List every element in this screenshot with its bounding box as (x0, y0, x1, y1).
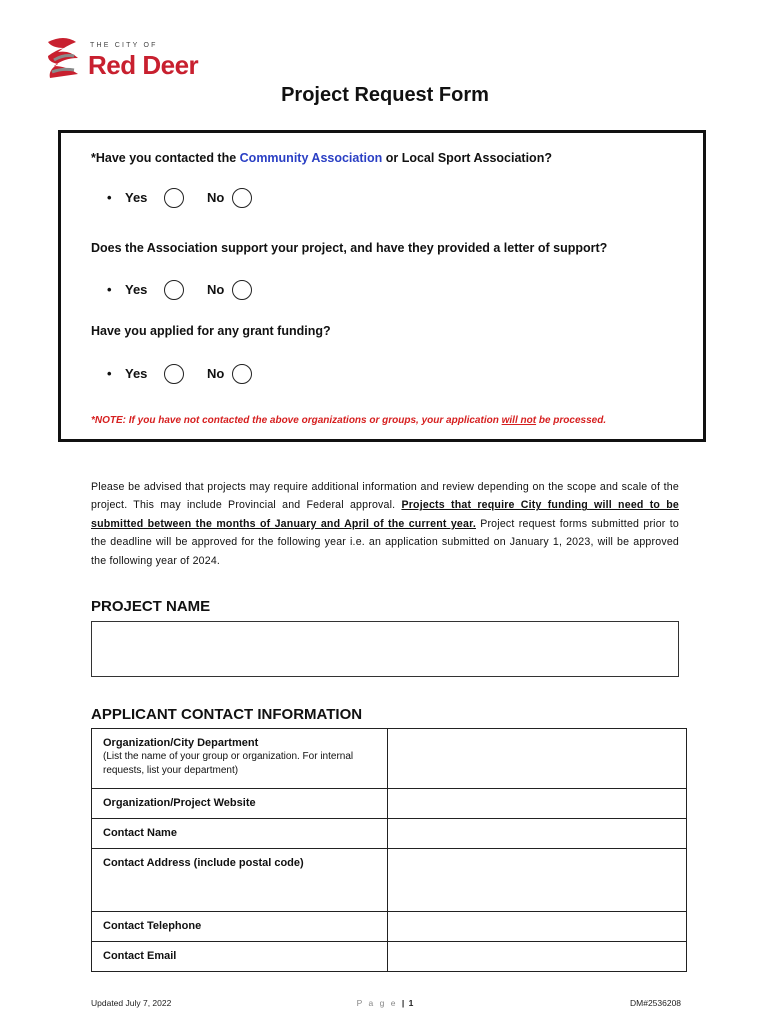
logo-wordmark: Red Deer (88, 50, 199, 80)
no-label: No (207, 366, 225, 381)
project-name-heading: PROJECT NAME (91, 598, 211, 615)
red-deer-logo-icon (44, 36, 82, 80)
table-row (92, 942, 687, 972)
funding-notice (91, 478, 679, 570)
contact-heading: APPLICANT CONTACT INFORMATION (91, 706, 363, 723)
contact-telephone-input[interactable] (388, 912, 687, 942)
contact-address-label: Contact Address (include postal code) (92, 849, 388, 912)
yes-label: Yes (125, 366, 148, 381)
notice-text: Please be advised that projects may require additional information and review depending on the scope and scale of the project. This may include Provincial and Federal approval. (91, 481, 679, 512)
questions-box (58, 130, 706, 442)
bullet: • (107, 190, 112, 205)
note-emphasis: will not (501, 415, 537, 426)
q3-yes-radio[interactable] (164, 364, 184, 384)
q1-yes-radio[interactable] (164, 188, 184, 208)
community-association-link[interactable]: Community Association (239, 151, 383, 165)
q3-no-radio[interactable] (232, 364, 252, 384)
question-text: *Have you contacted the (91, 151, 240, 165)
contact-name-label: Contact Name (92, 819, 388, 849)
q2-no-radio[interactable] (232, 280, 252, 300)
organization-label: Organization/City Department (103, 737, 259, 749)
no-option-2 (207, 282, 224, 297)
bullet: • (107, 282, 112, 297)
yes-option-3 (107, 366, 147, 381)
no-option-3 (207, 366, 224, 381)
city-logo (44, 36, 214, 82)
yes-option-2 (107, 282, 147, 297)
question-community-association (91, 151, 552, 165)
contact-email-label: Contact Email (92, 942, 388, 972)
question-letter-of-support: Does the Association support your project, and have they provided a letter of support? (91, 241, 608, 255)
project-name-field[interactable] (91, 621, 679, 677)
website-label: Organization/Project Website (92, 789, 388, 819)
yes-option-1 (107, 190, 147, 205)
organization-hint: (List the name of your group or organization. For internal requests, list your department) (103, 751, 354, 776)
field-label (92, 729, 388, 789)
logo-tagline: THE CITY OF (90, 42, 158, 49)
page-number-value: 1 (408, 998, 414, 1008)
bullet: • (107, 366, 112, 381)
processing-note (91, 415, 606, 426)
updated-date: Updated July 7, 2022 (91, 998, 172, 1008)
page-label: P a g e (356, 998, 398, 1008)
yes-label: Yes (125, 190, 148, 205)
no-label: No (207, 282, 225, 297)
contact-name-input[interactable] (388, 819, 687, 849)
question-grant-funding: Have you applied for any grant funding? (91, 324, 331, 338)
table-row (92, 912, 687, 942)
question-text-suffix: or Local Sport Association? (382, 151, 552, 165)
page-title: Project Request Form (281, 84, 489, 106)
website-input[interactable] (388, 789, 687, 819)
contact-table (91, 728, 687, 972)
table-row (92, 819, 687, 849)
note-text: *NOTE: If you have not contacted the above organizations or groups, your application (91, 415, 502, 426)
contact-telephone-label: Contact Telephone (92, 912, 388, 942)
page-separator: | (401, 998, 405, 1008)
note-text-suffix: be processed. (536, 415, 607, 426)
organization-input[interactable] (388, 729, 687, 789)
table-row (92, 849, 687, 912)
q1-no-radio[interactable] (232, 188, 252, 208)
notice-text-2: Project request forms submitted prior to the deadline will be approved for the following year i.e. an application submitted on January 1, 2023, will be approved the following year of 2024. (91, 517, 679, 567)
notice-deadline: Projects that require City funding will need to be submitted between the months of January and April of the current year. (91, 499, 679, 530)
table-row (92, 729, 687, 789)
contact-email-input[interactable] (388, 942, 687, 972)
yes-label: Yes (125, 282, 148, 297)
document-id: DM#2536208 (630, 998, 682, 1008)
no-label: No (207, 190, 225, 205)
table-row (92, 789, 687, 819)
contact-address-input[interactable] (388, 849, 687, 912)
q2-yes-radio[interactable] (164, 280, 184, 300)
no-option-1 (207, 190, 224, 205)
